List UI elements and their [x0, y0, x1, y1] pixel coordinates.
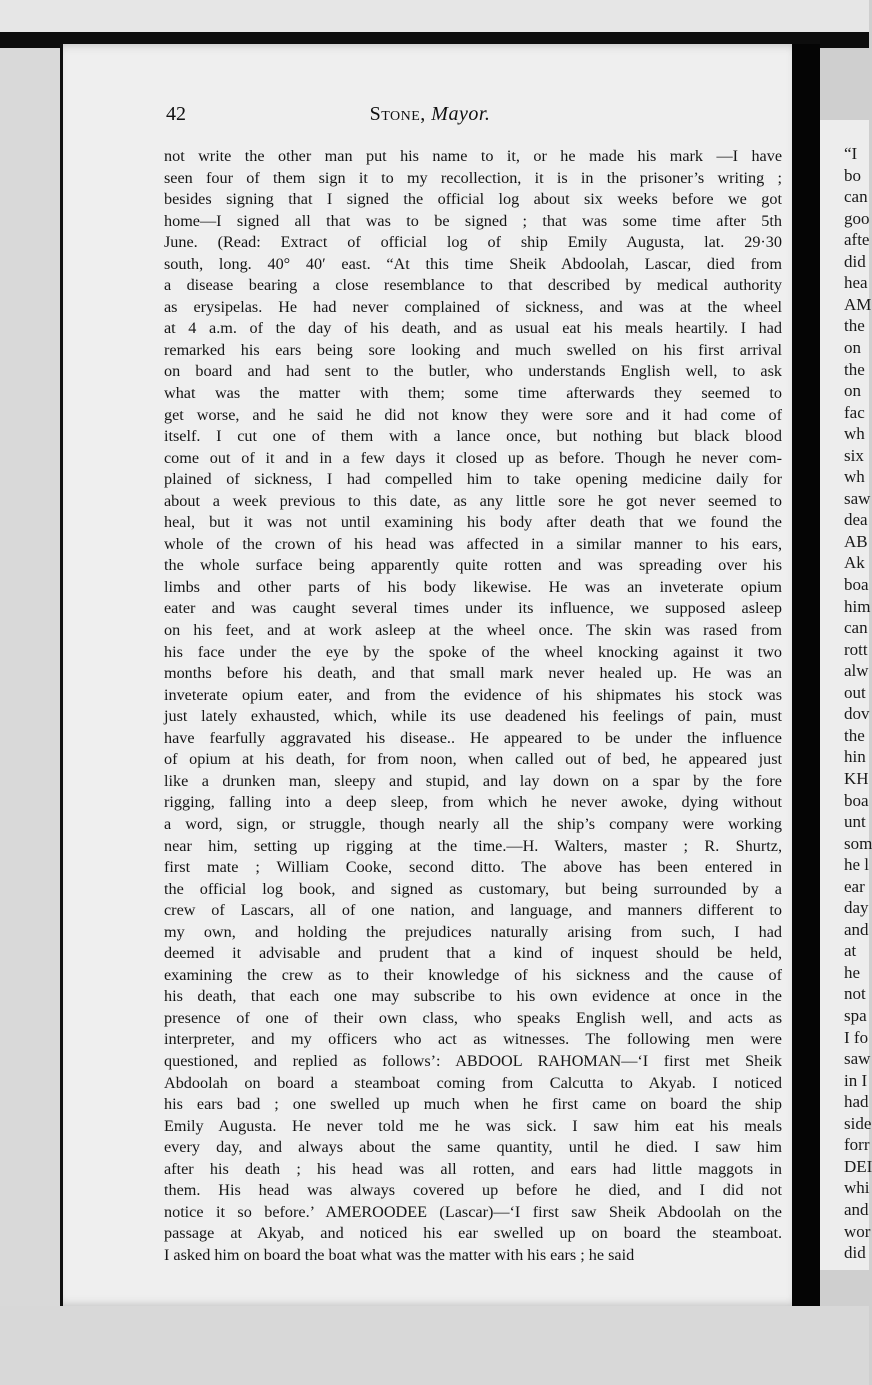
- facing-page-fragment: boa: [844, 790, 869, 810]
- facing-page-fragment: the: [844, 359, 865, 379]
- facing-page-fragment: KH: [844, 768, 869, 788]
- facing-page-fragment: side: [844, 1113, 872, 1133]
- facing-page-fragment: in I: [844, 1070, 868, 1090]
- facing-page-edge: [820, 120, 872, 1270]
- text-line: home—I signed all that was to be signed ; that was some time after 5th: [164, 211, 782, 230]
- facing-page-fragment: forr: [844, 1135, 870, 1155]
- text-line: seen four of them sign it to my recollection, it is in the prisoner’s writing ;: [164, 168, 782, 187]
- facing-page-fragment: on: [844, 381, 861, 401]
- text-line: have fearfully aggravated his disease.. He appeared to be under the influence: [164, 728, 782, 747]
- facing-page-fragment: rott: [844, 639, 868, 659]
- text-line: deemed it advisable and prudent that a kind of inquest should be held,: [164, 944, 782, 963]
- text-line: examining the crew as to their knowledge of his sickness and the cause of: [164, 965, 782, 984]
- text-line: itself. I cut one of them with a lance once, but nothing but black blood: [164, 427, 782, 446]
- facing-page-fragment: alw: [844, 661, 869, 681]
- facing-page-fragment: on: [844, 337, 861, 357]
- facing-page-fragment: saw: [844, 1049, 871, 1069]
- facing-page-fragment: dea: [844, 510, 868, 530]
- text-line: remarked his ears being sore looking and much swelled on his first arrival: [164, 340, 782, 359]
- text-line: notice it so before.’ AMEROODEE (Lascar)—‘I first saw Sheik Abdoolah on the: [164, 1202, 782, 1221]
- facing-page-fragment: whi: [844, 1178, 870, 1198]
- page-number: 42: [166, 103, 186, 125]
- facing-page-fragment: AB: [844, 531, 868, 551]
- facing-page-fragment: out: [844, 682, 866, 702]
- facing-page-fragment: and: [844, 1199, 869, 1219]
- text-line: on board and had sent to the butler, who understands English well, to ask: [164, 362, 782, 381]
- facing-page-fragment: did: [844, 1243, 866, 1263]
- facing-page-fragment: hea: [844, 273, 868, 293]
- text-line: about a week previous to this date, as any little sore he got never seemed to: [164, 491, 782, 510]
- facing-page-fragment: had: [844, 1092, 869, 1112]
- text-line: as erysipelas. He had never complained of sickness, and was at the wheel: [164, 297, 782, 316]
- text-line: like a drunken man, sleepy and stupid, and lay down on a spar by the fore: [164, 771, 782, 790]
- facing-page-fragment: saw: [844, 488, 871, 508]
- facing-page-fragment: day: [844, 898, 869, 918]
- facing-page-fragment: and: [844, 919, 869, 939]
- text-line: I asked him on board the boat what was the matter with his ears ; he said: [164, 1245, 635, 1264]
- text-line: limbs and other parts of his body likewise. He was an inveterate opium: [164, 577, 782, 596]
- facing-page-fragment: afte: [844, 230, 870, 250]
- text-line: besides signing that I signed the official log about six weeks before we got: [164, 190, 782, 209]
- page-header: [100, 103, 760, 133]
- facing-page-fragment: he l: [844, 855, 870, 875]
- text-line: not write the other man put his name to it, or he made his mark —I have: [164, 147, 782, 165]
- text-line: his face under the eye by the spoke of the wheel knocking against it two: [164, 642, 782, 661]
- text-line: after his death ; his head was all rotten, and ears had little maggots in: [164, 1159, 782, 1178]
- text-line: just lately exhausted, which, while its use deadened his feelings of pain, must: [164, 707, 782, 726]
- facing-page-fragment: six: [844, 445, 864, 465]
- facing-page-fragment: not: [844, 984, 866, 1004]
- facing-page-fragment: ear: [844, 876, 865, 896]
- text-line: his ears bad ; one swelled up much when he first came on board the ship: [164, 1095, 782, 1114]
- text-line: of opium at his death, for from noon, when called out of bed, he appeared just: [164, 750, 782, 769]
- facing-page-fragment: bo: [844, 165, 861, 185]
- facing-page-fragment: can: [844, 187, 868, 207]
- left-scan-margin: [0, 48, 60, 1385]
- facing-page-fragment: the: [844, 316, 865, 336]
- text-line: June. (Read: Extract of official log of ship Emily Augusta, lat. 29·30: [164, 233, 782, 252]
- text-line: my own, and holding the prejudices naturally arising from such, I had: [164, 922, 782, 941]
- facing-page-fragment: AM: [844, 294, 872, 314]
- text-line: at 4 a.m. of the day of his death, and as usual eat his meals heartily. I had: [164, 319, 782, 338]
- body-text: [164, 146, 782, 1266]
- text-line: first mate ; William Cooke, second ditto. The above has been entered in: [164, 858, 782, 877]
- facing-page-fragment: unt: [844, 812, 866, 832]
- text-line: what was the matter with them; some time afterwards they seemed to: [164, 384, 782, 403]
- text-line: months before his death, and that small mark never healed up. He was an: [164, 664, 782, 683]
- text-line: get worse, and he said he did not know they were sore and it had come of: [164, 405, 782, 424]
- facing-page-fragment: at: [844, 941, 857, 961]
- text-line: Emily Augusta. He never told me he was sick. I saw him eat his meals: [164, 1116, 782, 1135]
- page-bottom-background: [0, 1306, 869, 1385]
- facing-page-fragment: hin: [844, 747, 866, 767]
- text-line: presence of one of their own class, who speaks English well, and acts as: [164, 1008, 782, 1027]
- facing-page-fragment: spa: [844, 1006, 867, 1025]
- facing-page-fragment: dov: [844, 704, 870, 724]
- facing-page-fragment: goo: [844, 208, 870, 228]
- facing-page-fragment: he: [844, 962, 861, 982]
- facing-page-fragment: I fo: [844, 1027, 869, 1047]
- facing-page-fragment: wh: [844, 424, 865, 444]
- text-line: his death, that each one may subscribe to his own evidence at once in the: [164, 987, 782, 1006]
- text-line: heal, but it was not until examining his body after death that we found the: [164, 513, 782, 532]
- text-line: inveterate opium eater, and from the evidence of his shipmates his stock was: [164, 685, 782, 704]
- facing-page-fragment: him: [844, 596, 871, 616]
- text-line: the whole surface being apparently quite rotten and was spreading over his: [164, 556, 782, 575]
- text-line: south, long. 40° 40′ east. “At this time Sheik Abdoolah, Lascar, died from: [164, 254, 782, 273]
- text-line: them. His head was always covered up before he died, and I did not: [164, 1181, 782, 1200]
- facing-page-fragment: can: [844, 618, 868, 638]
- book-gutter: [792, 44, 820, 1344]
- text-line: near him, setting up rigging at the time.—H. Walters, master ; R. Shurtz,: [164, 836, 782, 855]
- text-line: Abdoolah on board a steamboat coming from Calcutta to Akyab. I noticed: [164, 1073, 782, 1092]
- text-line: plained of sickness, I had compelled him to take opening medicine daily for: [164, 470, 782, 489]
- facing-page-fragment: “I: [844, 144, 858, 163]
- facing-page-fragment: did: [844, 251, 866, 271]
- facing-page-fragment: Ak: [844, 553, 865, 573]
- text-line: passage at Akyab, and noticed his ear swelled up on board the steamboat.: [164, 1224, 782, 1243]
- text-line: whole of the crown of his head was affected in a similar manner to his ears,: [164, 534, 782, 553]
- text-line: rigging, falling into a deep sleep, from which he never awoke, dying without: [164, 793, 782, 812]
- text-line: on his feet, and at work asleep at the wheel once. The skin was rased from: [164, 621, 782, 640]
- text-line: crew of Lascars, all of one nation, and language, and manners different to: [164, 901, 782, 920]
- facing-page-fragment: boa: [844, 575, 869, 594]
- text-line: eater and was caught several times under its influence, we supposed asleep: [164, 599, 782, 618]
- text-line: every day, and always about the same quantity, until he died. I saw him: [164, 1138, 782, 1157]
- text-line: a word, sign, or struggle, though nearly all the ship’s company were working: [164, 814, 782, 833]
- facing-page-fragment: the: [844, 725, 865, 745]
- text-line: a disease bearing a close resemblance to that described by medical authority: [164, 276, 782, 295]
- text-line: the official log book, and signed as customary, but being surrounded by a: [164, 879, 782, 898]
- facing-page-fragment: DEI: [844, 1156, 872, 1176]
- running-head-title: Mayor.: [431, 103, 491, 125]
- facing-page-fragment: som: [844, 833, 872, 853]
- facing-page-fragment: wh: [844, 467, 865, 487]
- page-top-edge: [0, 0, 869, 32]
- running-head: Stone, Mayor.: [369, 103, 491, 125]
- text-line: questioned, and replied as follows’: ABDOOL RAHOMAN—‘I first met Sheik: [164, 1051, 782, 1070]
- facing-page-fragment: wor: [844, 1221, 871, 1241]
- text-line: come out of it and in a few days it closed up as before. Though he never com-: [164, 448, 782, 467]
- text-line: interpreter, and my officers who act as witnesses. The following men were: [164, 1030, 782, 1049]
- running-head-name: Stone: [369, 103, 421, 125]
- facing-page-fragment: fac: [844, 402, 865, 422]
